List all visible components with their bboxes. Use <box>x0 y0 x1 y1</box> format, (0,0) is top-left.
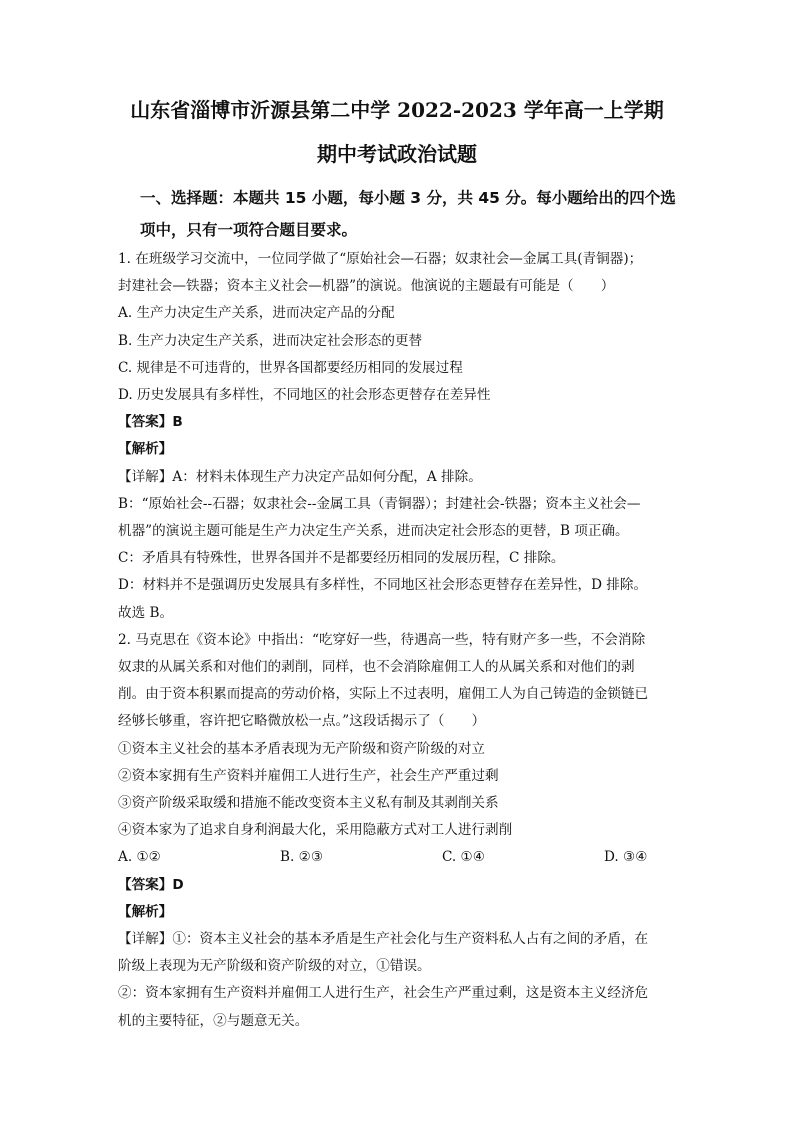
question-2-item-2: ②资本家拥有生产资料并雇佣工人进行生产，社会生产严重过剩 <box>118 767 499 784</box>
question-2-stem-line-1: 2. 马克思在《资本论》中指出：“吃穿好一些，待遇高一些，特有财产多一些，不会消除 <box>118 631 646 648</box>
question-2-option-d: D. ③④ <box>604 849 648 866</box>
question-2-detail-line-1: 【详解】①：资本主义社会的基本矛盾是生产社会化与生产资料私人占有之间的矛盾，在 <box>118 931 649 948</box>
question-1-answer: 【答案】B <box>118 414 183 431</box>
question-2-item-4: ④资本家为了追求自身利润最大化，采用隐蔽方式对工人进行剥削 <box>118 822 513 839</box>
question-1-detail-line-6: 故选 B。 <box>118 604 174 621</box>
question-1-detail-line-3: 机器”的演说主题可能是生产力决定生产关系，进而决定社会形态的更替，B 项正确。 <box>118 523 629 540</box>
question-1-option-c: C. 规律是不可违背的，世界各国都要经历相同的发展过程 <box>118 359 463 376</box>
section-heading-line-1: 一、选择题：本题共 15 小题，每小题 3 分，共 45 分。每小题给出的四个选 <box>140 189 676 207</box>
title-line-1: 山东省淄博市沂源县第二中学 2022-2023 学年高一上学期 <box>130 98 664 122</box>
question-1-analysis-label: 【解析】 <box>118 441 173 458</box>
question-2-answer: 【答案】D <box>118 876 184 893</box>
question-1-detail-line-2: B：“原始社会--石器；奴隶社会--金属工具（青铜器）；封建社会-铁器；资本主义社会— <box>118 495 641 512</box>
question-2-item-1: ①资本主义社会的基本矛盾表现为无产阶级和资产阶级的对立 <box>118 740 486 757</box>
question-2-detail-line-2: 阶级上表现为无产阶级和资产阶级的对立，①错误。 <box>118 958 431 975</box>
question-1-detail-line-5: D：材料并不是强调历史发展具有多样性，不同地区社会形态更替存在差异性，D 排除。 <box>118 577 648 594</box>
question-1-stem-line-1: 1. 在班级学习交流中，一位同学做了“原始社会—石器；奴隶社会—金属工具(青铜器)； <box>118 251 643 267</box>
question-1-stem-line-2: 封建社会—铁器；资本主义社会—机器”的演说。他演说的主题最有可能是（ ） <box>118 278 615 295</box>
question-1-detail-line-4: C：矛盾具有特殊性，世界各国并不是都要经历相同的发展历程，C 排除。 <box>118 550 565 567</box>
question-2-detail-line-4: 机的主要特征，②与题意无关。 <box>118 1012 309 1029</box>
section-heading-choice <box>118 182 676 246</box>
section-heading-line-2: 项中，只有一项符合题目要求。 <box>140 221 358 239</box>
question-1-option-a: A. 生产力决定生产关系，进而决定产品的分配 <box>118 305 395 322</box>
question-2 <box>118 627 676 1035</box>
question-1-detail-line-1: 【详解】A：材料未体现生产力决定产品如何分配，A 排除。 <box>118 468 482 485</box>
question-2-stem-line-3: 削。由于资本积累而提高的劳动价格，实际上不过表明，雇佣工人为自己铸造的金锁链已 <box>118 686 649 703</box>
question-2-option-a: A. ①② <box>118 849 161 866</box>
title-line-2: 期中考试政治试题 <box>317 142 477 166</box>
question-1-option-b: B. 生产力决定生产关系，进而决定社会形态的更替 <box>118 332 423 349</box>
question-2-item-3: ③资产阶级采取缓和措施不能改变资本主义私有制及其剥削关系 <box>118 795 499 812</box>
question-1 <box>118 246 676 627</box>
question-2-analysis-label: 【解析】 <box>118 903 173 920</box>
question-2-option-c: C. ①④ <box>442 849 485 866</box>
question-2-stem-line-4: 经够长够重，容许把它略微放松一点。”这段话揭示了（ ） <box>118 713 486 730</box>
question-2-stem-line-2: 奴隶的从属关系和对他们的剥削，同样，也不会消除雇佣工人的从属关系和对他们的剥 <box>118 659 635 676</box>
question-2-options <box>118 844 676 871</box>
question-2-detail-line-3: ②：资本家拥有生产资料并雇佣工人进行生产，社会生产严重过剩，这是资本主义经济危 <box>118 985 649 1002</box>
question-1-option-d: D. 历史发展具有多样性，不同地区的社会形态更替存在差异性 <box>118 387 491 404</box>
page-title <box>118 88 676 176</box>
question-2-option-b: B. ②③ <box>280 849 324 866</box>
